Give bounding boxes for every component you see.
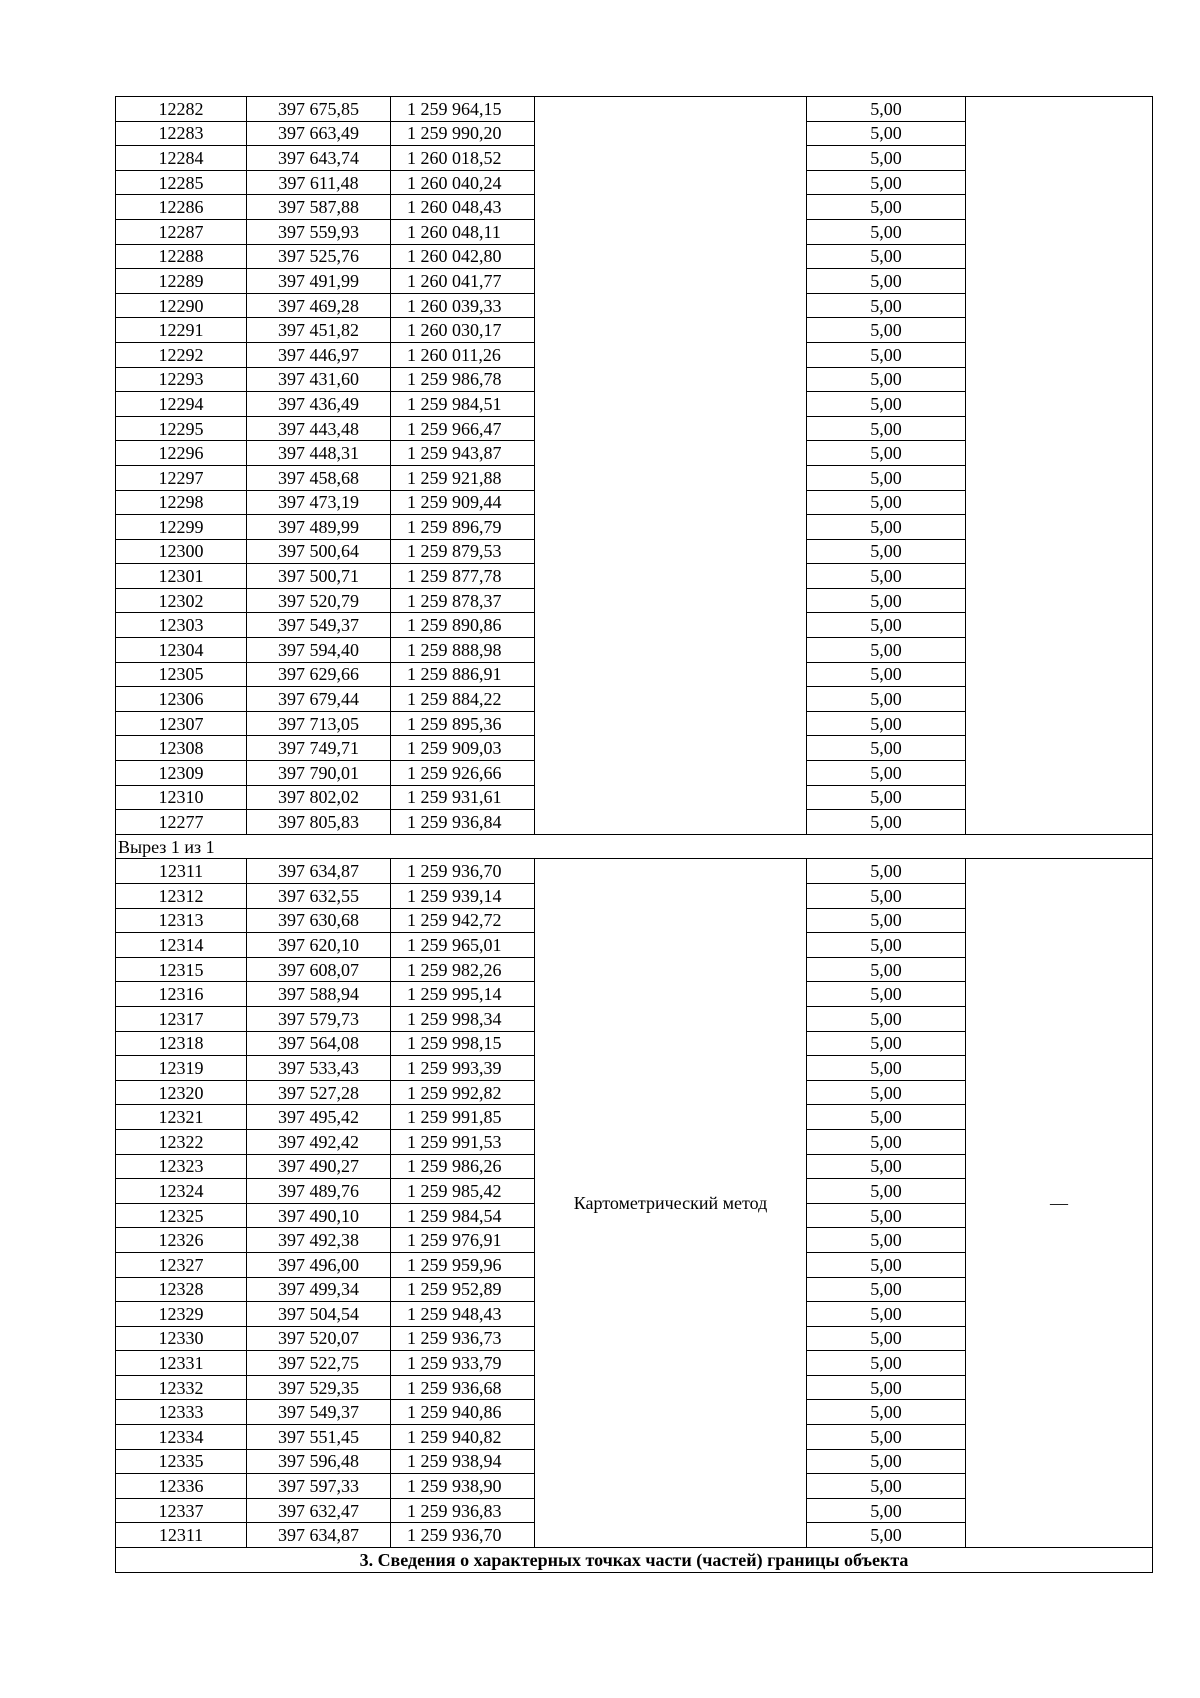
y-coordinate-cell: 1 259 964,15 — [391, 97, 535, 122]
y-coordinate-cell: 1 259 984,51 — [391, 392, 535, 417]
x-coordinate-cell: 397 496,00 — [247, 1252, 391, 1277]
x-coordinate-cell: 397 675,85 — [247, 97, 391, 122]
y-coordinate-cell: 1 260 030,17 — [391, 318, 535, 343]
x-coordinate-cell: 397 608,07 — [247, 957, 391, 982]
accuracy-cell: 5,00 — [807, 564, 966, 589]
point-number-cell: 12288 — [116, 244, 247, 269]
y-coordinate-cell: 1 259 886,91 — [391, 662, 535, 687]
y-coordinate-cell: 1 259 888,98 — [391, 638, 535, 663]
x-coordinate-cell: 397 504,54 — [247, 1302, 391, 1327]
accuracy-cell: 5,00 — [807, 146, 966, 171]
x-coordinate-cell: 397 490,27 — [247, 1154, 391, 1179]
x-coordinate-cell: 397 629,66 — [247, 662, 391, 687]
accuracy-cell: 5,00 — [807, 588, 966, 613]
y-coordinate-cell: 1 259 931,61 — [391, 785, 535, 810]
point-number-cell: 12282 — [116, 97, 247, 122]
accuracy-cell: 5,00 — [807, 1400, 966, 1425]
accuracy-cell: 5,00 — [807, 515, 966, 540]
point-number-cell: 12334 — [116, 1425, 247, 1450]
point-number-cell: 12302 — [116, 588, 247, 613]
accuracy-cell: 5,00 — [807, 711, 966, 736]
accuracy-cell: 5,00 — [807, 761, 966, 786]
y-coordinate-cell: 1 259 921,88 — [391, 465, 535, 490]
x-coordinate-cell: 397 495,42 — [247, 1105, 391, 1130]
section-heading: 3. Сведения о характерных точках части (частей) границы объекта — [116, 1548, 1153, 1573]
y-coordinate-cell: 1 260 048,43 — [391, 195, 535, 220]
y-coordinate-cell: 1 259 940,86 — [391, 1400, 535, 1425]
accuracy-cell: 5,00 — [807, 736, 966, 761]
accuracy-cell: 5,00 — [807, 219, 966, 244]
y-coordinate-cell: 1 259 884,22 — [391, 687, 535, 712]
y-coordinate-cell: 1 259 939,14 — [391, 884, 535, 909]
method-cell — [535, 97, 807, 835]
point-number-cell: 12306 — [116, 687, 247, 712]
y-coordinate-cell: 1 259 879,53 — [391, 539, 535, 564]
point-number-cell: 12314 — [116, 933, 247, 958]
note-cell — [966, 97, 1153, 835]
x-coordinate-cell: 397 458,68 — [247, 465, 391, 490]
y-coordinate-cell: 1 259 895,36 — [391, 711, 535, 736]
table-row — [116, 97, 1153, 122]
accuracy-cell: 5,00 — [807, 1302, 966, 1327]
x-coordinate-cell: 397 492,42 — [247, 1129, 391, 1154]
y-coordinate-cell: 1 259 995,14 — [391, 982, 535, 1007]
y-coordinate-cell: 1 259 877,78 — [391, 564, 535, 589]
x-coordinate-cell: 397 500,71 — [247, 564, 391, 589]
point-number-cell: 12335 — [116, 1449, 247, 1474]
x-coordinate-cell: 397 522,75 — [247, 1351, 391, 1376]
point-number-cell: 12318 — [116, 1031, 247, 1056]
point-number-cell: 12323 — [116, 1154, 247, 1179]
x-coordinate-cell: 397 520,79 — [247, 588, 391, 613]
point-number-cell: 12296 — [116, 441, 247, 466]
accuracy-cell: 5,00 — [807, 1105, 966, 1130]
accuracy-cell: 5,00 — [807, 1425, 966, 1450]
y-coordinate-cell: 1 259 948,43 — [391, 1302, 535, 1327]
point-number-cell: 12309 — [116, 761, 247, 786]
y-coordinate-cell: 1 259 966,47 — [391, 416, 535, 441]
point-number-cell: 12293 — [116, 367, 247, 392]
accuracy-cell: 5,00 — [807, 367, 966, 392]
y-coordinate-cell: 1 259 998,34 — [391, 1006, 535, 1031]
x-coordinate-cell: 397 500,64 — [247, 539, 391, 564]
accuracy-cell: 5,00 — [807, 957, 966, 982]
point-number-cell: 12324 — [116, 1179, 247, 1204]
x-coordinate-cell: 397 451,82 — [247, 318, 391, 343]
point-number-cell: 12289 — [116, 269, 247, 294]
y-coordinate-cell: 1 259 940,82 — [391, 1425, 535, 1450]
point-number-cell: 12313 — [116, 908, 247, 933]
accuracy-cell: 5,00 — [807, 1498, 966, 1523]
x-coordinate-cell: 397 634,87 — [247, 859, 391, 884]
point-number-cell: 12300 — [116, 539, 247, 564]
point-number-cell: 12303 — [116, 613, 247, 638]
point-number-cell: 12308 — [116, 736, 247, 761]
accuracy-cell: 5,00 — [807, 1031, 966, 1056]
point-number-cell: 12301 — [116, 564, 247, 589]
accuracy-cell: 5,00 — [807, 810, 966, 835]
point-number-cell: 12316 — [116, 982, 247, 1007]
point-number-cell: 12307 — [116, 711, 247, 736]
x-coordinate-cell: 397 790,01 — [247, 761, 391, 786]
x-coordinate-cell: 397 520,07 — [247, 1326, 391, 1351]
accuracy-cell: 5,00 — [807, 1129, 966, 1154]
y-coordinate-cell: 1 259 909,03 — [391, 736, 535, 761]
accuracy-cell: 5,00 — [807, 465, 966, 490]
x-coordinate-cell: 397 559,93 — [247, 219, 391, 244]
accuracy-cell: 5,00 — [807, 1326, 966, 1351]
point-number-cell: 12286 — [116, 195, 247, 220]
point-number-cell: 12310 — [116, 785, 247, 810]
point-number-cell: 12290 — [116, 293, 247, 318]
x-coordinate-cell: 397 469,28 — [247, 293, 391, 318]
y-coordinate-cell: 1 259 896,79 — [391, 515, 535, 540]
accuracy-cell: 5,00 — [807, 613, 966, 638]
x-coordinate-cell: 397 448,31 — [247, 441, 391, 466]
accuracy-cell: 5,00 — [807, 1252, 966, 1277]
point-number-cell: 12328 — [116, 1277, 247, 1302]
accuracy-cell: 5,00 — [807, 318, 966, 343]
x-coordinate-cell: 397 446,97 — [247, 342, 391, 367]
x-coordinate-cell: 397 587,88 — [247, 195, 391, 220]
point-number-cell: 12292 — [116, 342, 247, 367]
x-coordinate-cell: 397 533,43 — [247, 1056, 391, 1081]
accuracy-cell: 5,00 — [807, 121, 966, 146]
accuracy-cell: 5,00 — [807, 1056, 966, 1081]
x-coordinate-cell: 397 443,48 — [247, 416, 391, 441]
accuracy-cell: 5,00 — [807, 392, 966, 417]
accuracy-cell: 5,00 — [807, 293, 966, 318]
table-row — [116, 859, 1153, 884]
x-coordinate-cell: 397 564,08 — [247, 1031, 391, 1056]
point-number-cell: 12317 — [116, 1006, 247, 1031]
point-number-cell: 12295 — [116, 416, 247, 441]
y-coordinate-cell: 1 259 991,85 — [391, 1105, 535, 1130]
y-coordinate-cell: 1 259 936,70 — [391, 859, 535, 884]
point-number-cell: 12283 — [116, 121, 247, 146]
accuracy-cell: 5,00 — [807, 1154, 966, 1179]
x-coordinate-cell: 397 597,33 — [247, 1474, 391, 1499]
y-coordinate-cell: 1 260 039,33 — [391, 293, 535, 318]
x-coordinate-cell: 397 713,05 — [247, 711, 391, 736]
y-coordinate-cell: 1 259 936,68 — [391, 1375, 535, 1400]
y-coordinate-cell: 1 259 984,54 — [391, 1203, 535, 1228]
accuracy-cell: 5,00 — [807, 1179, 966, 1204]
y-coordinate-cell: 1 259 936,70 — [391, 1523, 535, 1548]
point-number-cell: 12305 — [116, 662, 247, 687]
y-coordinate-cell: 1 259 991,53 — [391, 1129, 535, 1154]
y-coordinate-cell: 1 259 938,94 — [391, 1449, 535, 1474]
accuracy-cell: 5,00 — [807, 244, 966, 269]
x-coordinate-cell: 397 643,74 — [247, 146, 391, 171]
accuracy-cell: 5,00 — [807, 1006, 966, 1031]
x-coordinate-cell: 397 679,44 — [247, 687, 391, 712]
y-coordinate-cell: 1 259 938,90 — [391, 1474, 535, 1499]
y-coordinate-cell: 1 259 909,44 — [391, 490, 535, 515]
y-coordinate-cell: 1 259 952,89 — [391, 1277, 535, 1302]
note-cell: — — [966, 859, 1153, 1548]
x-coordinate-cell: 397 749,71 — [247, 736, 391, 761]
point-number-cell: 12284 — [116, 146, 247, 171]
accuracy-cell: 5,00 — [807, 1351, 966, 1376]
accuracy-cell: 5,00 — [807, 662, 966, 687]
y-coordinate-cell: 1 259 993,39 — [391, 1056, 535, 1081]
point-number-cell: 12277 — [116, 810, 247, 835]
x-coordinate-cell: 397 632,47 — [247, 1498, 391, 1523]
point-number-cell: 12333 — [116, 1400, 247, 1425]
y-coordinate-cell: 1 259 959,96 — [391, 1252, 535, 1277]
y-coordinate-cell: 1 259 933,79 — [391, 1351, 535, 1376]
accuracy-cell: 5,00 — [807, 1277, 966, 1302]
y-coordinate-cell: 1 259 992,82 — [391, 1080, 535, 1105]
x-coordinate-cell: 397 805,83 — [247, 810, 391, 835]
point-number-cell: 12294 — [116, 392, 247, 417]
point-number-cell: 12297 — [116, 465, 247, 490]
point-number-cell: 12321 — [116, 1105, 247, 1130]
x-coordinate-cell: 397 529,35 — [247, 1375, 391, 1400]
accuracy-cell: 5,00 — [807, 97, 966, 122]
y-coordinate-cell: 1 260 011,26 — [391, 342, 535, 367]
x-coordinate-cell: 397 620,10 — [247, 933, 391, 958]
y-coordinate-cell: 1 259 998,15 — [391, 1031, 535, 1056]
y-coordinate-cell: 1 259 990,20 — [391, 121, 535, 146]
x-coordinate-cell: 397 596,48 — [247, 1449, 391, 1474]
point-number-cell: 12311 — [116, 1523, 247, 1548]
accuracy-cell: 5,00 — [807, 416, 966, 441]
accuracy-cell: 5,00 — [807, 933, 966, 958]
accuracy-cell: 5,00 — [807, 1474, 966, 1499]
accuracy-cell: 5,00 — [807, 539, 966, 564]
accuracy-cell: 5,00 — [807, 269, 966, 294]
accuracy-cell: 5,00 — [807, 859, 966, 884]
cutout-row — [116, 834, 1153, 859]
y-coordinate-cell: 1 259 926,66 — [391, 761, 535, 786]
x-coordinate-cell: 397 579,73 — [247, 1006, 391, 1031]
point-number-cell: 12312 — [116, 884, 247, 909]
point-number-cell: 12285 — [116, 170, 247, 195]
point-number-cell: 12337 — [116, 1498, 247, 1523]
point-number-cell: 12299 — [116, 515, 247, 540]
point-number-cell: 12298 — [116, 490, 247, 515]
accuracy-cell: 5,00 — [807, 1203, 966, 1228]
accuracy-cell: 5,00 — [807, 1449, 966, 1474]
y-coordinate-cell: 1 259 982,26 — [391, 957, 535, 982]
point-number-cell: 12315 — [116, 957, 247, 982]
x-coordinate-cell: 397 499,34 — [247, 1277, 391, 1302]
accuracy-cell: 5,00 — [807, 687, 966, 712]
y-coordinate-cell: 1 259 986,26 — [391, 1154, 535, 1179]
x-coordinate-cell: 397 632,55 — [247, 884, 391, 909]
accuracy-cell: 5,00 — [807, 1523, 966, 1548]
x-coordinate-cell: 397 489,76 — [247, 1179, 391, 1204]
x-coordinate-cell: 397 588,94 — [247, 982, 391, 1007]
point-number-cell: 12325 — [116, 1203, 247, 1228]
y-coordinate-cell: 1 259 942,72 — [391, 908, 535, 933]
y-coordinate-cell: 1 260 040,24 — [391, 170, 535, 195]
accuracy-cell: 5,00 — [807, 342, 966, 367]
y-coordinate-cell: 1 259 936,83 — [391, 1498, 535, 1523]
accuracy-cell: 5,00 — [807, 195, 966, 220]
x-coordinate-cell: 397 802,02 — [247, 785, 391, 810]
y-coordinate-cell: 1 259 985,42 — [391, 1179, 535, 1204]
x-coordinate-cell: 397 549,37 — [247, 613, 391, 638]
y-coordinate-cell: 1 259 890,86 — [391, 613, 535, 638]
section-heading-row — [116, 1548, 1153, 1573]
y-coordinate-cell: 1 260 042,80 — [391, 244, 535, 269]
cutout-label: Вырез 1 из 1 — [116, 834, 1153, 859]
x-coordinate-cell: 397 611,48 — [247, 170, 391, 195]
x-coordinate-cell: 397 436,49 — [247, 392, 391, 417]
y-coordinate-cell: 1 259 936,73 — [391, 1326, 535, 1351]
y-coordinate-cell: 1 259 986,78 — [391, 367, 535, 392]
point-number-cell: 12331 — [116, 1351, 247, 1376]
y-coordinate-cell: 1 259 936,84 — [391, 810, 535, 835]
x-coordinate-cell: 397 594,40 — [247, 638, 391, 663]
accuracy-cell: 5,00 — [807, 982, 966, 1007]
accuracy-cell: 5,00 — [807, 1228, 966, 1253]
accuracy-cell: 5,00 — [807, 1080, 966, 1105]
y-coordinate-cell: 1 259 878,37 — [391, 588, 535, 613]
x-coordinate-cell: 397 492,38 — [247, 1228, 391, 1253]
x-coordinate-cell: 397 634,87 — [247, 1523, 391, 1548]
x-coordinate-cell: 397 527,28 — [247, 1080, 391, 1105]
x-coordinate-cell: 397 663,49 — [247, 121, 391, 146]
accuracy-cell: 5,00 — [807, 170, 966, 195]
point-number-cell: 12304 — [116, 638, 247, 663]
point-number-cell: 12322 — [116, 1129, 247, 1154]
point-number-cell: 12327 — [116, 1252, 247, 1277]
point-number-cell: 12329 — [116, 1302, 247, 1327]
method-cell: Картометрический метод — [535, 859, 807, 1548]
accuracy-cell: 5,00 — [807, 908, 966, 933]
x-coordinate-cell: 397 490,10 — [247, 1203, 391, 1228]
x-coordinate-cell: 397 491,99 — [247, 269, 391, 294]
point-number-cell: 12291 — [116, 318, 247, 343]
y-coordinate-cell: 1 260 041,77 — [391, 269, 535, 294]
point-number-cell: 12320 — [116, 1080, 247, 1105]
x-coordinate-cell: 397 473,19 — [247, 490, 391, 515]
point-number-cell: 12336 — [116, 1474, 247, 1499]
y-coordinate-cell: 1 259 976,91 — [391, 1228, 535, 1253]
point-number-cell: 12326 — [116, 1228, 247, 1253]
x-coordinate-cell: 397 549,37 — [247, 1400, 391, 1425]
x-coordinate-cell: 397 489,99 — [247, 515, 391, 540]
accuracy-cell: 5,00 — [807, 1375, 966, 1400]
point-number-cell: 12287 — [116, 219, 247, 244]
accuracy-cell: 5,00 — [807, 638, 966, 663]
point-number-cell: 12311 — [116, 859, 247, 884]
x-coordinate-cell: 397 630,68 — [247, 908, 391, 933]
y-coordinate-cell: 1 260 048,11 — [391, 219, 535, 244]
accuracy-cell: 5,00 — [807, 441, 966, 466]
point-number-cell: 12319 — [116, 1056, 247, 1081]
point-number-cell: 12330 — [116, 1326, 247, 1351]
y-coordinate-cell: 1 259 943,87 — [391, 441, 535, 466]
accuracy-cell: 5,00 — [807, 785, 966, 810]
point-number-cell: 12332 — [116, 1375, 247, 1400]
x-coordinate-cell: 397 525,76 — [247, 244, 391, 269]
boundary-points-table — [115, 96, 1153, 1573]
y-coordinate-cell: 1 260 018,52 — [391, 146, 535, 171]
x-coordinate-cell: 397 431,60 — [247, 367, 391, 392]
y-coordinate-cell: 1 259 965,01 — [391, 933, 535, 958]
accuracy-cell: 5,00 — [807, 884, 966, 909]
x-coordinate-cell: 397 551,45 — [247, 1425, 391, 1450]
accuracy-cell: 5,00 — [807, 490, 966, 515]
